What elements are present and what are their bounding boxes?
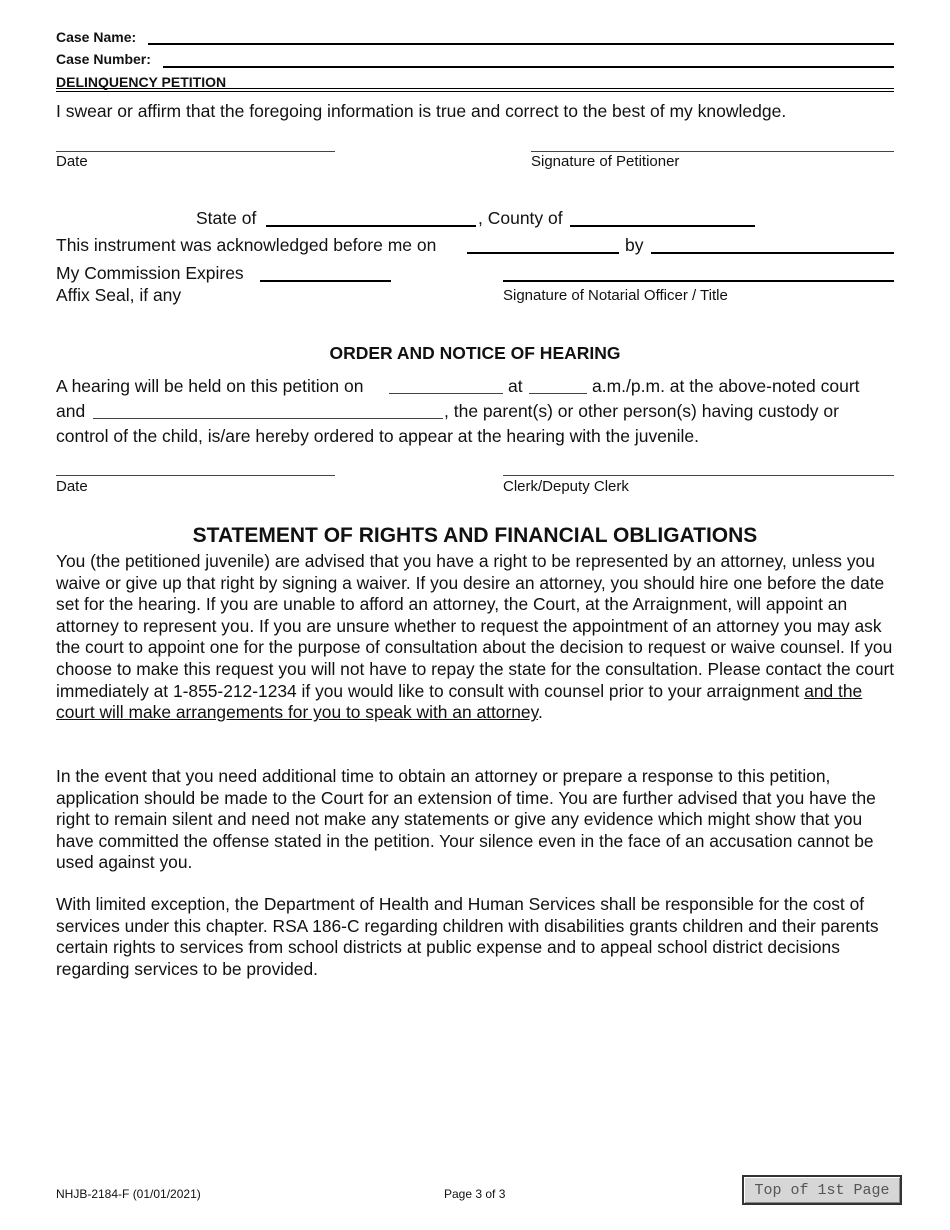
hearing-time-field[interactable] [529,393,587,394]
hearing-line2-b: , the parent(s) or other person(s) having custody or [444,401,839,421]
rights-paragraph-1 [56,551,896,724]
order-date-field[interactable] [56,475,335,476]
header-divider [56,88,894,89]
custodian-name-field[interactable] [93,418,443,419]
commission-expires-label: My Commission Expires [56,263,244,283]
order-date-label: Date [56,478,88,495]
acknowledged-by-field[interactable] [651,252,894,254]
hearing-line2-a: and [56,401,86,421]
rights-title: STATEMENT OF RIGHTS AND FINANCIAL OBLIGATIONS [192,524,758,547]
top-of-first-page-button[interactable]: Top of 1st Page [742,1175,902,1205]
notary-signature-field[interactable] [503,280,894,282]
hearing-line1-b: at [508,376,523,396]
commission-expires-field[interactable] [260,280,391,282]
case-name-field[interactable] [148,43,894,45]
county-field[interactable] [570,225,755,227]
acknowledged-date-field[interactable] [467,252,619,254]
rights-paragraph-2: In the event that you need additional time to obtain an attorney or prepare a response to this petition, application should be made to the Court for an extension of time. You are further advised that you have the right to remain silent and need not make any statements or give any evidence which might show that you have committed the offense stated in the petition. Your silence even in the face of an accusation cannot be used against you. [56,766,876,873]
case-number-label: Case Number: [56,51,151,67]
acknowledged-label: This instrument was acknowledged before me on [56,235,437,255]
clerk-label: Clerk/Deputy Clerk [503,478,629,495]
state-field[interactable] [266,225,476,227]
state-label: State of [196,208,257,228]
notary-signature-label: Signature of Notarial Officer / Title [503,287,728,304]
form-id: NHJB-2184-F (01/01/2021) [56,1187,201,1201]
by-label: by [625,235,644,255]
hearing-line3: control of the child, is/are hereby ordered to appear at the hearing with the juvenile. [56,426,700,446]
rights-p1-end: . [538,702,543,723]
clerk-signature-field[interactable] [503,475,894,476]
rights-paragraph-3: With limited exception, the Department of Health and Human Services shall be responsible for the cost of services under this chapter. RSA 186-C regarding children with disabilities grants children and their parents certain rights to services from school districts at public expense and to appeal school district decisions regarding services to be provided. [56,894,879,979]
rights-p1-underlined: and the court will make arrangements for you to speak with an attorney [56,680,863,723]
affix-seal-label: Affix Seal, if any [56,285,182,305]
case-number-field[interactable] [163,66,894,68]
hearing-line1-a: A hearing will be held on this petition on [56,376,364,396]
affirmation-text: I swear or affirm that the foregoing information is true and correct to the best of my knowledge. [56,101,787,121]
affirmation-date-field[interactable] [56,151,335,152]
petitioner-signature-label: Signature of Petitioner [531,153,680,170]
form-title: DELINQUENCY PETITION [56,74,227,90]
order-title: ORDER AND NOTICE OF HEARING [329,343,621,363]
county-label: , County of [478,208,563,228]
header-divider-double [56,91,894,92]
affirmation-date-label: Date [56,153,88,170]
rights-p1-text: You (the petitioned juvenile) are advised that you have a right to be represented by an attorney, unless you waive or give up that right by signing a waiver. If you desire an attorney, you should hire one before the date set for the hearing. If you are unable to afford an attorney, the Court, at the Arraignment, will appoint an attorney to represent you. If you are unsure whether to request the appointment of an attorney you may ask the court to appoint one for the purpose of consultation about the decision to request or waive counsel. If you choose to make this request you will not have to repay the state for the consultation. Please contact the court immediately at 1-855-212-1234 if you would like to consult with counsel prior to your arraignment [56,551,895,701]
page-number: Page 3 of 3 [444,1187,506,1201]
hearing-date-field[interactable] [389,393,503,394]
case-name-label: Case Name: [56,29,137,45]
hearing-line1-c: a.m./p.m. at the above-noted court [592,376,860,396]
petitioner-signature-field[interactable] [531,151,894,152]
